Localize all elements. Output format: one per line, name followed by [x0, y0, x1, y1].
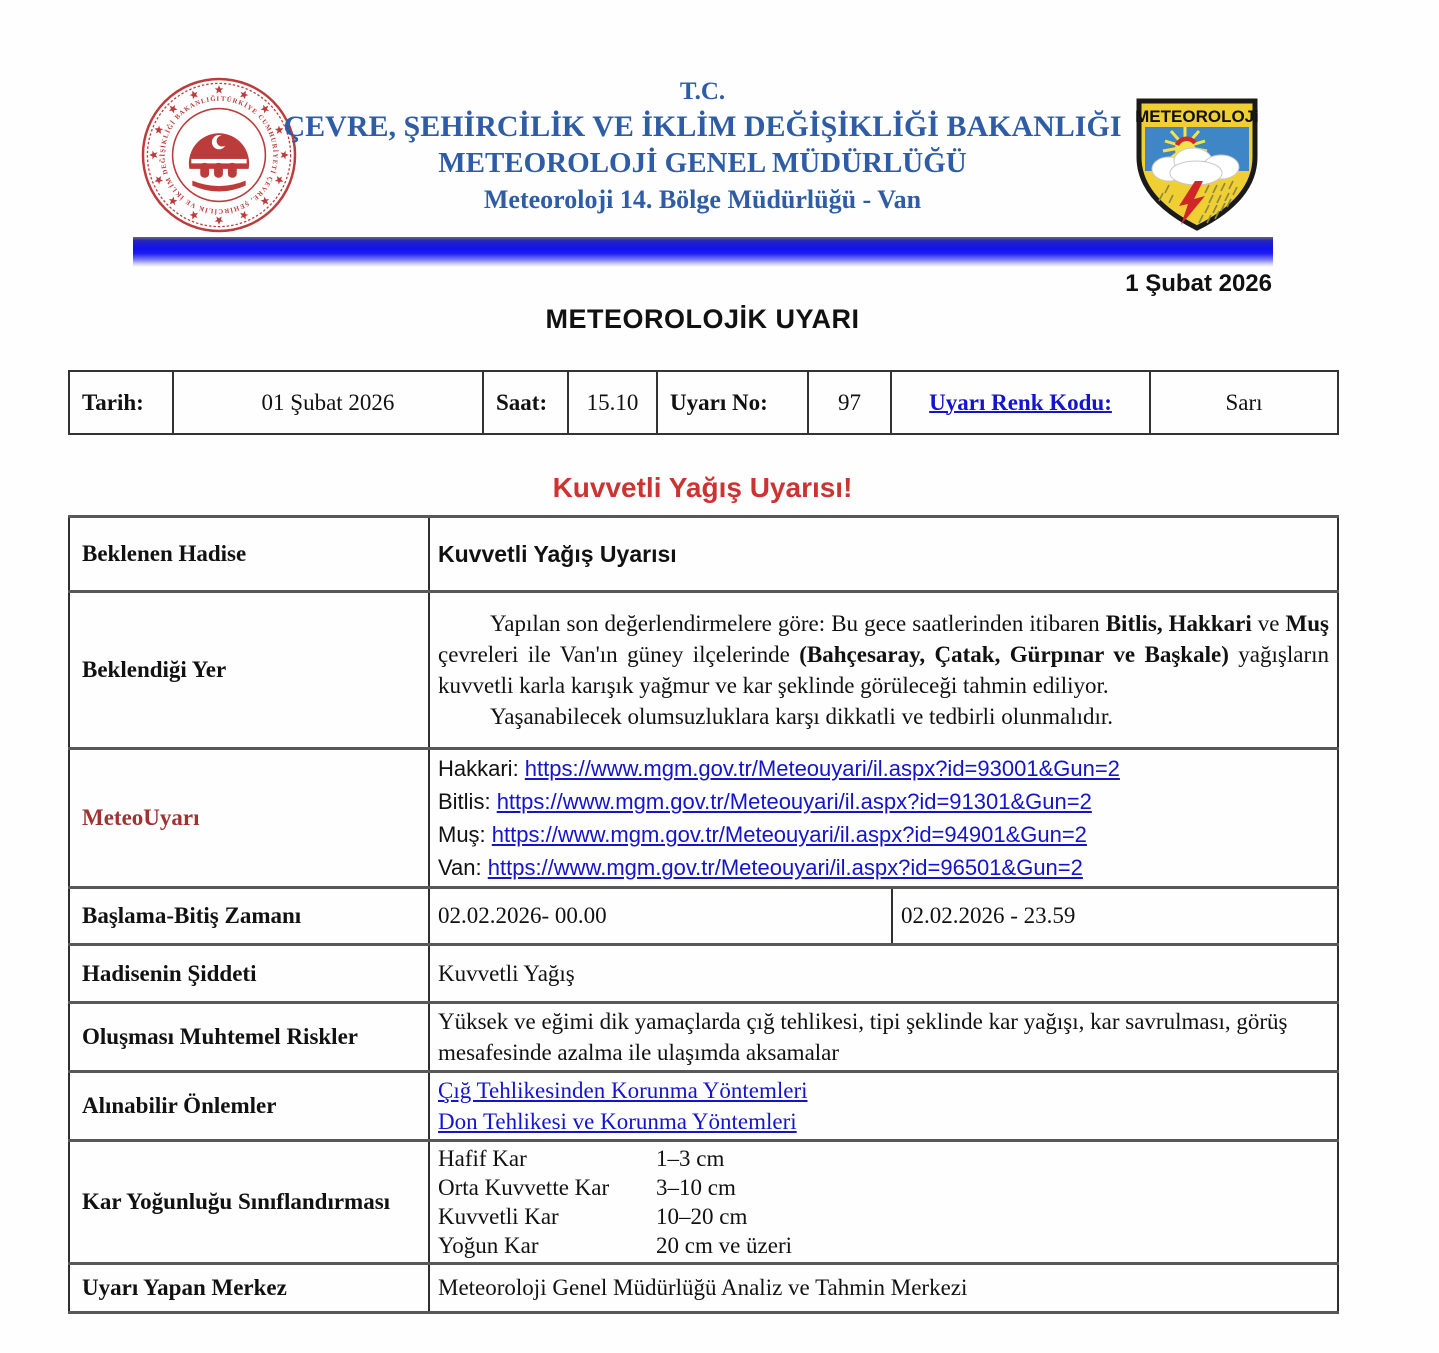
table-row-expected-area — [69, 592, 1338, 749]
header-tc-line: T.C. — [679, 78, 726, 105]
alert-title: Kuvvetli Yağış Uyarısı! — [552, 472, 853, 503]
header-text-block — [188, 76, 1217, 217]
time-value: 15.10 — [568, 371, 657, 434]
snow-classification-values — [429, 1141, 1338, 1264]
color-code-link[interactable]: Uyarı Renk Kodu: — [929, 389, 1112, 415]
meteouyari-line-hakkari: Hakkari: https://www.mgm.gov.tr/Meteouyari/il.aspx?id=93001&Gun=2 — [438, 756, 1120, 781]
warning-no-label: Uyarı No: — [657, 371, 808, 434]
issue-date: 1 Şubat 2026 — [1125, 270, 1272, 297]
time-label: Saat: — [483, 371, 568, 434]
snow-classification-label: Kar Yoğunluğu Sınıflandırması — [69, 1141, 429, 1264]
table-row-time-range — [69, 888, 1338, 945]
expected-area-label: Beklendiği Yer — [69, 592, 429, 749]
expected-area-value — [429, 592, 1338, 749]
table-row-meteouyari — [69, 749, 1338, 888]
table-row-severity — [69, 945, 1338, 1003]
expected-area-paragraph-2: Yaşanabilecek olumsuzluklara karşı dikkatli ve tedbirli olunmalıdır. — [490, 704, 1113, 729]
meteouyari-link-bitlis[interactable]: https://www.mgm.gov.tr/Meteouyari/il.aspx?id=91301&Gun=2 — [496, 789, 1092, 814]
table-row-expected-event — [69, 517, 1338, 592]
meteouyari-link-mus[interactable]: https://www.mgm.gov.tr/Meteouyari/il.aspx?id=94901&Gun=2 — [491, 822, 1087, 847]
table-row-snow-classification — [69, 1141, 1338, 1264]
date-value: 01 Şubat 2026 — [173, 371, 483, 434]
meteouyari-line-mus: Muş: https://www.mgm.gov.tr/Meteouyari/il.aspx?id=94901&Gun=2 — [438, 822, 1087, 847]
table-row-issuing-center — [69, 1264, 1338, 1313]
issuing-center-value: Meteoroloji Genel Müdürlüğü Analiz ve Tahmin Merkezi — [429, 1264, 1338, 1313]
table-row-precautions — [69, 1072, 1338, 1141]
expected-event-value: Kuvvetli Yağış Uyarısı — [429, 517, 1338, 592]
header-divider-bar — [133, 237, 1273, 267]
severity-value: Kuvvetli Yağış — [429, 945, 1338, 1003]
warning-table — [68, 515, 1339, 1314]
info-bar-table — [68, 370, 1339, 435]
table-row-risks — [69, 1003, 1338, 1072]
risks-value: Yüksek ve eğimi dik yamaçlarda çığ tehlikesi, tipi şeklinde kar yağışı, kar savrulması, görüş mesafesinde azalma ile ulaşımda aksamalar — [429, 1003, 1338, 1072]
time-range-end: 02.02.2026 - 23.59 — [892, 888, 1338, 945]
shield-title-text: METEOROLOJi — [1135, 107, 1259, 126]
issuing-center-label: Uyarı Yapan Merkez — [69, 1264, 429, 1313]
meteouyari-label: MeteoUyarı — [69, 749, 429, 888]
risks-label: Oluşması Muhtemel Riskler — [69, 1003, 429, 1072]
snow-class-row: Yoğun Kar 20 cm ve üzeri — [438, 1233, 793, 1258]
precautions-label: Alınabilir Önlemler — [69, 1072, 429, 1141]
meteouyari-link-van[interactable]: https://www.mgm.gov.tr/Meteouyari/il.aspx?id=96501&Gun=2 — [487, 855, 1083, 880]
snow-class-row: Hafif Kar 1–3 cm — [438, 1146, 725, 1171]
header-regional-line: Meteoroloji 14. Bölge Müdürlüğü - Van — [483, 185, 922, 214]
severity-label: Hadisenin Şiddeti — [69, 945, 429, 1003]
snow-class-row: Orta Kuvvette Kar 3–10 cm — [438, 1175, 736, 1200]
header-directorate-line: METEOROLOJİ GENEL MÜDÜRLÜĞÜ — [438, 147, 967, 179]
meteouyari-line-van: Van: https://www.mgm.gov.tr/Meteouyari/il.aspx?id=96501&Gun=2 — [438, 855, 1083, 880]
expected-event-label: Beklenen Hadise — [69, 517, 429, 592]
header-ministry-line: ÇEVRE, ŞEHİRCİLİK VE İKLİM DEĞİŞİKLİĞİ BAKANLIĞI — [283, 110, 1122, 143]
precautions-links — [429, 1072, 1338, 1141]
snow-class-row: Kuvvetli Kar 10–20 cm — [438, 1204, 748, 1229]
seal-ring-text: TÜRKİYE CUMHURİYETİ ÇEVRE, ŞEHİRCİLİK VE İKLİM DEĞİŞİKLİĞİ BAKANLIĞI — [159, 95, 279, 215]
date-label: Tarih: — [69, 371, 173, 434]
meteouyari-link-hakkari[interactable]: https://www.mgm.gov.tr/Meteouyari/il.aspx?id=93001&Gun=2 — [524, 756, 1120, 781]
precaution-link-frost[interactable]: Don Tehlikesi ve Korunma Yöntemleri — [438, 1109, 797, 1134]
time-range-start: 02.02.2026- 00.00 — [429, 888, 892, 945]
info-bar-row — [69, 371, 1338, 434]
meteouyari-line-bitlis: Bitlis: https://www.mgm.gov.tr/Meteouyari/il.aspx?id=91301&Gun=2 — [438, 789, 1092, 814]
precaution-link-avalanche[interactable]: Çığ Tehlikesinden Korunma Yöntemleri — [438, 1078, 808, 1103]
expected-area-paragraph-1: Yapılan son değerlendirmelere göre: Bu gece saatlerinden itibaren Bitlis, Hakkari ve Muş çevreleri ile Van'ın güney ilçelerinde (Bahçesaray, Çatak, Gürpınar ve Başkale) yağışların kuvvetli karla karışık yağmur ve kar şeklinde görüleceği tahmin ediliyor. — [438, 611, 1329, 698]
color-code-value: Sarı — [1150, 371, 1338, 434]
warning-no-value: 97 — [808, 371, 891, 434]
time-range-label: Başlama-Bitiş Zamanı — [69, 888, 429, 945]
document-title: METEOROLOJİK UYARI — [545, 304, 860, 334]
meteouyari-links — [429, 749, 1338, 888]
meteorology-shield-logo — [1133, 93, 1261, 235]
